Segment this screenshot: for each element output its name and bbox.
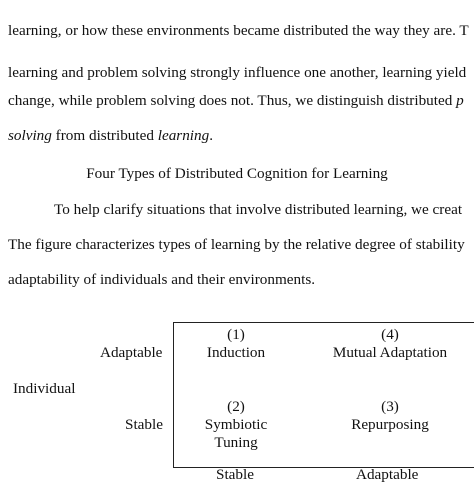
paragraph-line: learning and problem solving strongly influence one another, learning yield — [8, 64, 467, 81]
italic-text: learning — [157, 127, 210, 144]
paragraph-line: The figure characterizes types of learning by the relative degree of stability — [8, 236, 465, 253]
paragraph-line: learning, or how these environments became distributed the way they are. T — [8, 22, 469, 39]
text-span: from distributed — [51, 127, 158, 144]
cell-number: (2) — [227, 398, 245, 415]
section-heading: Four Types of Distributed Cognition for Learning — [86, 165, 388, 182]
cell-label-mutual-adaptation: Mutual Adaptation — [332, 344, 448, 361]
row-label-adaptable: Adaptable — [100, 344, 163, 361]
cell-number: (3) — [381, 398, 399, 415]
text-span: change, while problem solving does not. Thus, we distinguish distributed — [8, 92, 457, 109]
paragraph-line — [8, 127, 213, 145]
text-span: . — [209, 127, 214, 144]
cell-label-tuning: Tuning — [214, 434, 258, 451]
cell-label-repurposing: Repurposing — [351, 416, 429, 433]
cell-label-induction: Induction — [206, 344, 266, 361]
cell-number: (4) — [381, 326, 399, 343]
paragraph-line: To help clarify situations that involve distributed learning, we creat — [54, 201, 463, 218]
paragraph-line — [8, 92, 464, 110]
axis-label-individual: Individual — [13, 380, 76, 397]
italic-text: solving — [8, 127, 52, 144]
row-label-stable: Stable — [125, 416, 163, 433]
paragraph-line: adaptability of individuals and their environments. — [8, 271, 316, 288]
cell-label-symbiotic: Symbiotic — [204, 416, 268, 433]
italic-text: p — [456, 92, 464, 109]
cell-number: (1) — [227, 326, 245, 343]
column-label-adaptable: Adaptable — [356, 466, 419, 483]
column-label-stable: Stable — [216, 466, 254, 483]
